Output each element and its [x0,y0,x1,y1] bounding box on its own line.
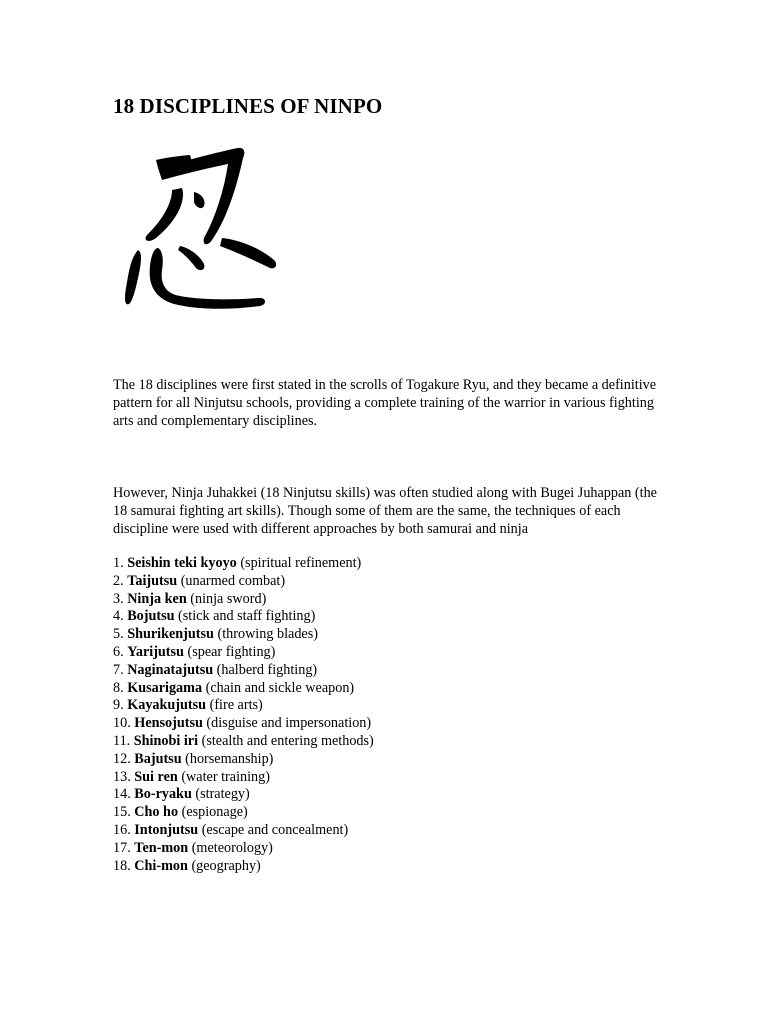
item-description: (stick and staff fighting) [178,608,316,625]
list-item [113,662,374,680]
juhakkei-paragraph: However, Ninja Juhakkei (18 Ninjutsu skills) was often studied along with Bugei Juhappan (the 18 samurai fighting art skills). Though some of them are the same, the techniques of each discipline were used with different approaches by both samurai and ninja [113,485,657,537]
disciplines-list [113,555,374,875]
item-term: Taijutsu [127,572,178,589]
item-description: (meteorology) [191,839,273,856]
item-number: 11. [113,732,131,749]
item-number: 17. [113,839,131,856]
item-term: Kusarigama [127,679,203,696]
item-number: 7. [113,661,124,678]
item-term: Seishin teki kyoyo [127,555,237,571]
item-number: 14. [113,786,131,803]
intro-paragraph: The 18 disciplines were first stated in the scrolls of Togakure Ryu, and they became a definitive pattern for all Ninjutsu schools, providing a complete training of the warrior in various fighting arts and complementary disciplines. [113,377,657,429]
item-number: 18. [113,857,131,874]
item-description: (strategy) [195,786,250,803]
list-item [113,573,374,591]
item-term: Cho ho [134,804,179,821]
item-description: (escape and concealment) [201,821,349,838]
item-number: 9. [113,697,124,714]
item-number: 15. [113,804,131,821]
item-term: Bojutsu [127,608,175,625]
item-description: (ninja sword) [190,590,267,607]
item-number: 1. [113,555,124,571]
item-number: 4. [113,608,124,625]
item-description: (disguise and impersonation) [206,715,372,732]
item-description: (chain and sickle weapon) [205,679,355,696]
item-term: Sui ren [134,768,178,785]
nin-kanji-icon [118,138,288,313]
item-term: Shinobi iri [133,732,199,749]
item-number: 16. [113,821,131,838]
list-item [113,840,374,858]
list-item [113,608,374,626]
list-item [113,715,374,733]
list-item [113,644,374,662]
item-description: (halberd fighting) [216,661,318,678]
item-term: Intonjutsu [134,821,199,838]
item-number: 8. [113,679,124,696]
page-title: 18 DISCIPLINES OF NINPO [113,94,383,118]
list-item [113,555,374,573]
item-term: Bajutsu [134,750,182,767]
item-term: Bo-ryaku [134,786,192,803]
item-term: Shurikenjutsu [127,626,214,643]
item-number: 2. [113,572,124,589]
item-term: Hensojutsu [134,715,203,732]
item-description: (water training) [181,768,270,785]
list-item [113,733,374,751]
item-description: (spiritual refinement) [240,555,362,571]
item-number: 10. [113,715,131,732]
item-term: Ten-mon [134,839,189,856]
item-number: 13. [113,768,131,785]
item-number: 5. [113,626,124,643]
item-term: Yarijutsu [127,643,184,660]
item-term: Naginatajutsu [127,661,214,678]
list-item [113,626,374,644]
item-number: 12. [113,750,131,767]
list-item [113,822,374,840]
list-item [113,680,374,698]
list-item [113,769,374,787]
item-number: 6. [113,643,124,660]
list-item [113,751,374,769]
list-item [113,858,374,876]
item-description: (horsemanship) [185,750,274,767]
item-description: (fire arts) [209,697,263,714]
item-description: (geography) [191,857,261,874]
item-description: (throwing blades) [217,626,318,643]
item-term: Kayakujutsu [127,697,207,714]
list-item [113,697,374,715]
item-description: (espionage) [181,804,248,821]
list-item [113,591,374,609]
item-number: 3. [113,590,124,607]
item-description: (unarmed combat) [180,572,286,589]
list-item [113,786,374,804]
item-term: Chi-mon [134,857,188,874]
item-term: Ninja ken [127,590,187,607]
item-description: (stealth and entering methods) [201,732,374,749]
item-description: (spear fighting) [187,643,276,660]
list-item [113,804,374,822]
